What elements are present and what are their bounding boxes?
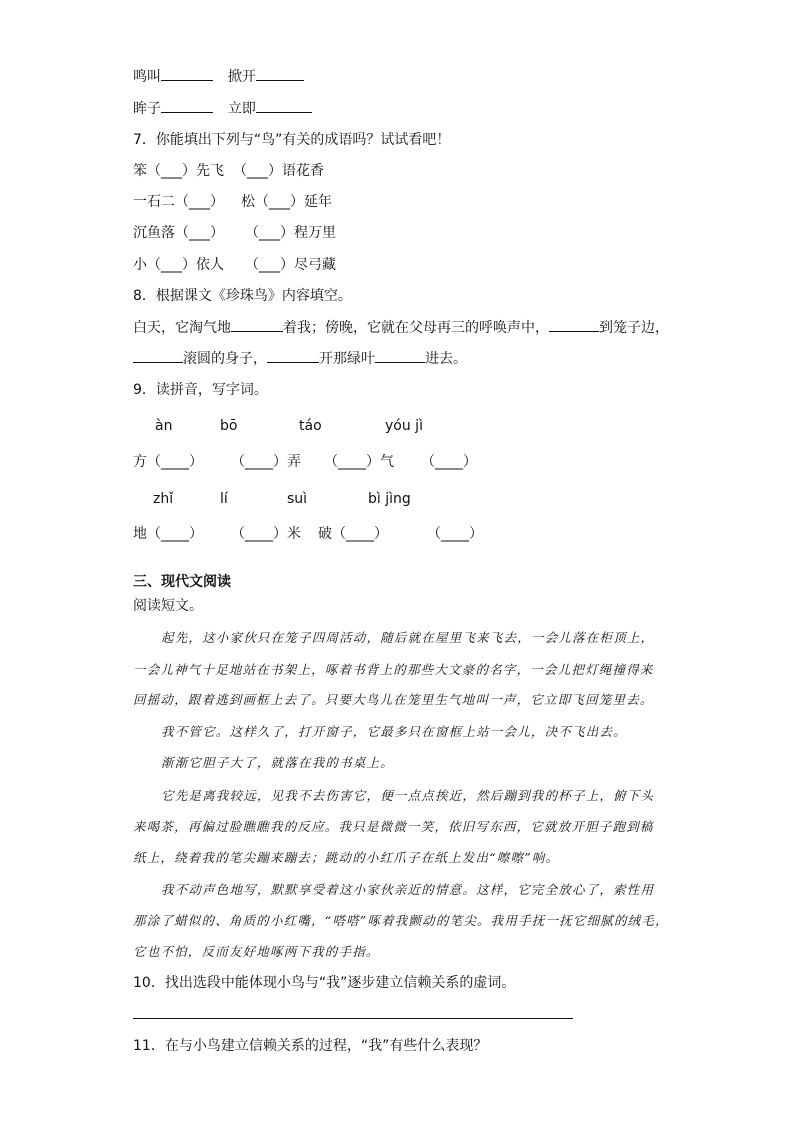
answer-blank[interactable] [256,66,304,81]
word-item[interactable]: 地（____） [133,526,203,542]
passage-line: 来喝茶，再偏过脸瞧瞧我的反应。我只是微微一笑，依旧写东西，它就放开胆子跑到稿 [133,819,654,834]
q7-row-1 [133,161,324,181]
passage-line: 回摇动，跟着逃到画框上去了。只要大鸟儿在笼里生气地叫一声，它立即飞回笼里去。 [133,692,654,707]
q10-prompt: 10．找出选段中能体现小鸟与“我”逐步建立信赖关系的虚词。 [133,975,516,991]
pinyin: àn [155,418,173,434]
word-item[interactable]: （____） [427,526,483,542]
q11-prompt: 11．在与小鸟建立信赖关系的过程，“我”有些什么表现？ [133,1038,488,1054]
answer-blank[interactable] [161,66,213,81]
idiom-item[interactable]: （___）尽弓藏 [245,257,336,273]
passage-line: 我不管它。这样久了，打开窗子，它最多只在窗框上站一会儿，决不飞出去。 [161,724,627,739]
idiom-item[interactable]: 松（___）延年 [241,194,332,210]
q6-row-1 [133,66,304,87]
passage-line: 纸上，绕着我的笔尖蹦来蹦去；跳动的小红爪子在纸上发出“嚓嚓”响。 [133,850,560,865]
word-item[interactable]: （____） [421,454,477,470]
pinyin: bì jìng [368,491,411,507]
q7-prompt: 7．你能填出下列与“鸟”有关的成语吗？试试看吧！ [133,132,451,148]
q8-text: 滚圆的身子， [183,351,267,367]
pinyin: bō [220,418,238,434]
idiom-item[interactable]: （___）程万里 [245,225,336,241]
answer-blank[interactable] [549,317,599,332]
passage-line: 我不动声色地写，默默享受着这小家伙亲近的情意。这样，它完全放心了，索性用 [161,882,655,897]
passage-line: 渐渐它胆子大了，就落在我的书桌上。 [161,755,394,770]
q8-line-1 [133,317,669,338]
passage-line: 那涂了蜡似的、角质的小红嘴，“嗒嗒”啄着我颤动的笔尖。我用手抚一抚它细腻的绒毛， [133,913,669,928]
q6-word: 鸣叫 [133,69,161,85]
passage-line: 它先是离我较远，见我不去伤害它，便一点点挨近，然后蹦到我的杯子上，俯下头 [161,788,655,803]
passage-line: 一会儿神气十足地站在书架上，啄着书背上的那些大文豪的名字，一会儿把灯绳撞得来 [133,662,654,677]
q8-text: 到笼子边， [599,320,669,336]
idiom-item[interactable]: 一石二（___） [133,194,224,210]
answer-blank[interactable] [133,348,183,363]
idiom-item[interactable]: （___）语花香 [233,163,324,179]
word-item[interactable]: （____）弄 [231,454,301,470]
idiom-item[interactable]: 小（___）依人 [133,257,224,273]
q7-row-4 [133,255,336,275]
answer-blank[interactable] [231,317,283,332]
passage-line: 它也不怕，反而友好地啄两下我的手指。 [133,944,380,959]
q6-word: 掀开 [227,69,256,85]
pinyin: zhǐ [153,491,174,507]
q7-row-2 [133,192,332,212]
answer-blank[interactable] [161,98,213,113]
q8-text: 进去。 [425,351,467,367]
answer-line[interactable] [133,1018,573,1019]
q6-row-2 [133,98,312,119]
passage-line: 起先，这小家伙只在笼子四周活动，随后就在屋里飞来飞去，一会儿落在柜顶上， [161,630,655,645]
word-item[interactable]: 破（____） [318,526,388,542]
word-item[interactable]: 方（____） [133,454,203,470]
idiom-item[interactable]: 笨（___）先飞 [133,163,224,179]
q8-text: 白天，它淘气地 [133,320,231,336]
q7-row-3 [133,223,336,243]
pinyin: táo [299,418,322,434]
q8-prompt: 8．根据课文《珍珠鸟》内容填空。 [133,288,352,304]
idiom-item[interactable]: 沉鱼落（___） [133,225,224,241]
answer-blank[interactable] [256,98,312,113]
answer-blank[interactable] [267,348,319,363]
word-item[interactable]: （____）气 [324,454,394,470]
section-title: 三、现代文阅读 [133,574,231,590]
q8-text: 着我；傍晚，它就在父母再三的呼唤声中， [283,320,549,336]
q8-text: 开那绿叶 [319,351,375,367]
answer-blank[interactable] [375,348,425,363]
q8-line-2 [133,348,467,369]
pinyin: lí [220,491,228,507]
pinyin: suì [287,491,308,507]
q6-word: 眸子 [133,101,161,117]
section-intro: 阅读短文。 [133,598,203,614]
q9-prompt: 9．读拼音，写字词。 [133,382,268,398]
word-item[interactable]: （____）米 [231,526,301,542]
q6-word: 立即 [227,101,256,117]
pinyin: yóu jì [385,418,423,434]
